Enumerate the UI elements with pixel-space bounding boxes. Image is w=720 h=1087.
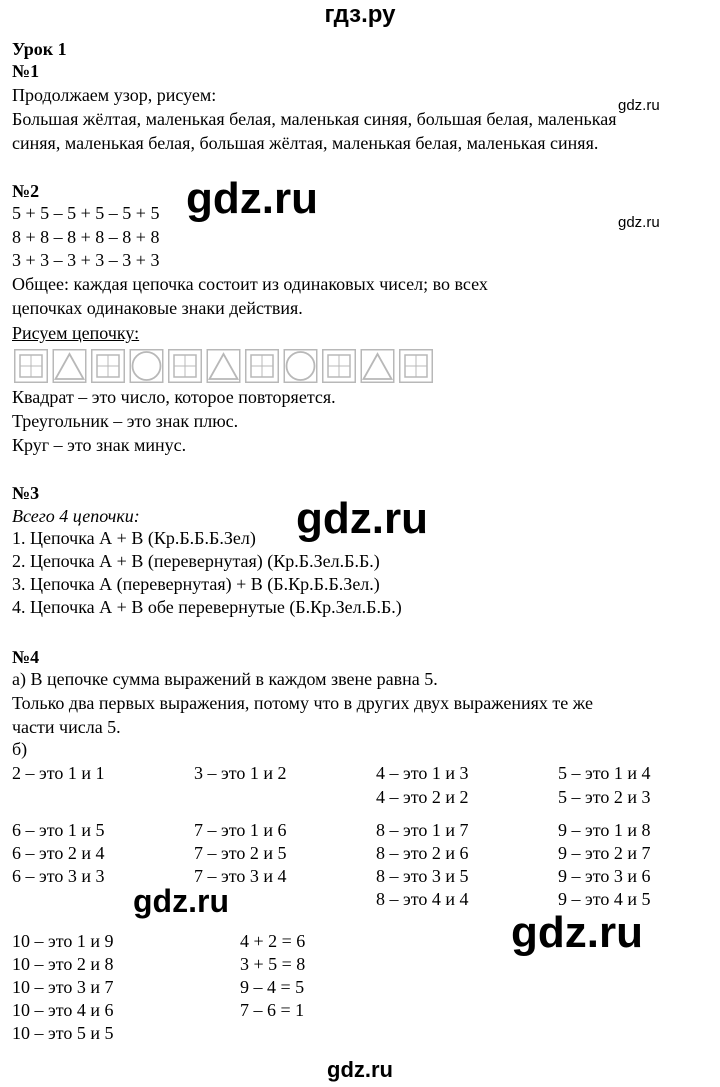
task2-number: №2 [12,181,40,201]
task2-line: 5 + 5 – 5 + 5 – 5 + 5 [12,203,160,223]
task2-line: Общее: каждая цепочка состоит из одинаковых чисел; во всех [12,274,488,294]
decomposition-cell: 8 – это 4 и 4 [376,889,469,909]
chain-triangle-shape [361,350,394,383]
decomposition-cell: 5 – это 1 и 4 [558,763,651,783]
chain-square-shape [246,350,279,383]
chain-heading: Рисуем цепочку: [12,323,140,343]
task1-line: Большая жёлтая, маленькая белая, маленькая синяя, большая белая, маленькая [12,109,617,129]
chain-square-shape [169,350,202,383]
task2-line: цепочках одинаковые знаки действия. [12,298,303,318]
decomposition-cell: 8 – это 2 и 6 [376,843,469,863]
watermark-mid[interactable]: gdz.ru [133,883,229,919]
decomposition-cell: 3 – это 1 и 2 [194,763,287,783]
watermark-big[interactable]: gdz.ru [511,908,643,957]
equation: 3 + 5 = 8 [240,954,306,974]
ten-decomposition: 10 – это 4 и 6 [12,1000,114,1020]
decomposition-cell: 4 – это 1 и 3 [376,763,469,783]
task3-intro: Всего 4 цепочки: [12,506,140,526]
chain-triangle-shape [53,350,86,383]
equation: 4 + 2 = 6 [240,931,306,951]
watermark-small[interactable]: gdz.ru [618,214,660,231]
task3-line: 3. Цепочка А (перевернутая) + В (Б.Кр.Б.Б.Зел.) [12,574,380,594]
task2-line: 8 + 8 – 8 + 8 – 8 + 8 [12,227,160,247]
legend-line: Треугольник – это знак плюс. [12,411,239,431]
task2-line: 3 + 3 – 3 + 3 – 3 + 3 [12,250,160,270]
task4-line: Только два первых выражения, потому что в других двух выражениях те же [12,693,593,713]
watermark-footer[interactable]: gdz.ru [327,1057,393,1082]
watermark-big[interactable]: gdz.ru [296,494,428,543]
chain-square-shape [400,350,433,383]
lesson-title: Урок 1 [12,39,67,59]
task1-line: синяя, маленькая белая, большая жёлтая, маленькая белая, маленькая синяя. [12,133,599,153]
decomposition-cell: 5 – это 2 и 3 [558,787,651,807]
decomposition-cell: 6 – это 1 и 5 [12,820,105,840]
chain-square-shape [15,350,48,383]
chain-circle-shape [130,350,163,383]
decomposition-cell: 9 – это 3 и 6 [558,866,651,886]
task3-line: 1. Цепочка А + В (Кр.Б.Б.Б.Зел) [12,528,256,548]
watermark-big[interactable]: gdz.ru [186,174,318,223]
chain-square-shape [92,350,125,383]
decomposition-cell: 9 – это 1 и 8 [558,820,651,840]
decomposition-cell: 6 – это 3 и 3 [12,866,105,886]
decomposition-cell: 7 – это 1 и 6 [194,820,287,840]
decomposition-cell: 8 – это 3 и 5 [376,866,469,886]
task4-line: а) В цепочке сумма выражений в каждом звене равна 5. [12,669,438,689]
decomposition-cell: 9 – это 4 и 5 [558,889,651,909]
equation: 9 – 4 = 5 [240,977,305,997]
decomposition-cell: 9 – это 2 и 7 [558,843,651,863]
decomposition-cell: 4 – это 2 и 2 [376,787,469,807]
legend-line: Круг – это знак минус. [12,435,187,455]
decomposition-cell: 7 – это 3 и 4 [194,866,287,886]
ten-decomposition: 10 – это 3 и 7 [12,977,114,997]
task4-number: №4 [12,647,40,667]
watermark-small[interactable]: gdz.ru [618,97,660,114]
task4-line: части числа 5. [12,717,121,737]
decomposition-cell: 8 – это 1 и 7 [376,820,469,840]
task3-line: 4. Цепочка А + В обе перевернутые (Б.Кр.Зел.Б.Б.) [12,597,402,617]
decomposition-cell: 2 – это 1 и 1 [12,763,105,783]
chain-circle-shape [284,350,317,383]
task3-line: 2. Цепочка А + В (перевернутая) (Кр.Б.Зел.Б.Б.) [12,551,380,571]
ten-decomposition: 10 – это 1 и 9 [12,931,114,951]
decomposition-cell: 6 – это 2 и 4 [12,843,105,863]
decomposition-cell: 7 – это 2 и 5 [194,843,287,863]
chain-square-shape [323,350,356,383]
chain-triangle-shape [207,350,240,383]
task1-number: №1 [12,61,40,81]
legend-line: Квадрат – это число, которое повторяется. [12,387,336,407]
ten-decomposition: 10 – это 5 и 5 [12,1023,114,1043]
site-header[interactable]: гдз.ру [324,1,396,28]
task3-number: №3 [12,483,40,503]
shape-chain [14,349,438,383]
ten-decomposition: 10 – это 2 и 8 [12,954,114,974]
equation: 7 – 6 = 1 [240,1000,305,1020]
task1-line: Продолжаем узор, рисуем: [12,85,217,105]
task4-line: б) [12,739,28,759]
